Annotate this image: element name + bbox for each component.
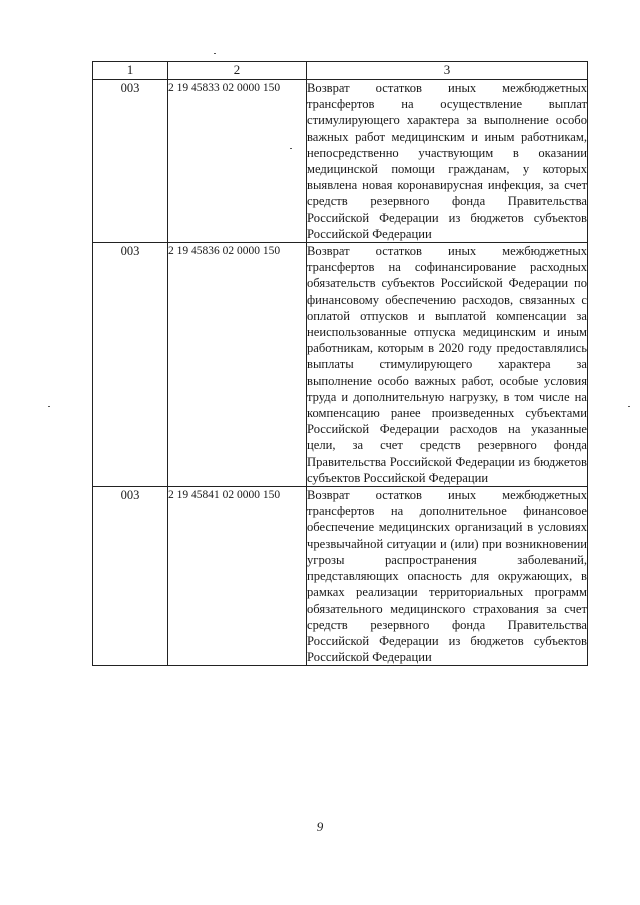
column-header-1: 1: [93, 62, 168, 80]
table-row: [93, 80, 588, 243]
admin-code-cell: 003: [93, 243, 168, 487]
description-cell: Возврат остатков иных межбюджетных трансфертов на софинансирование расходных обязательств субъектов Российской Федерации по финансовому обеспечению расходов, связанных с оплатой отпусков и выплатой компенсации за неиспользованные отпуска медицинским и иным работникам, которым в 2020 году предоставлялись выплаты стимулирующего характера за выполнение особо важных работ, особые условия труда и дополнительную нагрузку, в том числе на компенсацию ранее произведенных субъектами Российской Федерации расходов на указанные цели, за счет средств резервного фонда Правительства Российской Федерации из бюджетов субъектов Российской Федерации: [307, 244, 587, 485]
table-header-row: [93, 62, 588, 80]
description-cell: Возврат остатков иных межбюджетных трансфертов на осуществление выплат стимулирующего характера за выполнение особо важных работ медицинским и иным работникам, непосредственно участвующим в оказании медицинской помощи гражданам, у которых выявлена новая коронавирусная инфекция, за счет средств резервного фонда Правительства Российской Федерации из бюджетов субъектов Российской Федерации: [307, 81, 587, 241]
admin-code-cell: 003: [93, 487, 168, 666]
table-row: [93, 487, 588, 666]
column-header-3: 3: [307, 62, 588, 80]
admin-code-cell: 003: [93, 80, 168, 243]
scan-speck: [48, 406, 50, 407]
table-row: [93, 243, 588, 487]
budget-code-cell: 2 19 45841 02 0000 150: [168, 487, 307, 666]
page-number: 9: [316, 819, 324, 834]
scan-speck: [214, 53, 216, 54]
budget-code-cell: 2 19 45836 02 0000 150: [168, 243, 307, 487]
column-header-2: 2: [168, 62, 307, 80]
budget-code-cell: 2 19 45833 02 0000 150: [168, 80, 307, 243]
budget-codes-table: [92, 61, 588, 666]
description-cell: Возврат остатков иных межбюджетных трансфертов на дополнительное финансовое обеспечение медицинских организаций в условиях чрезвычайной ситуации и (или) при возникновении угрозы распространения заболеваний, представляющих опасность для окружающих, в рамках реализации территориальных программ обязательного медицинского страхования за счет средств резервного фонда Правительства Российской Федерации из бюджетов субъектов Российской Федерации: [307, 488, 587, 665]
scan-speck: [628, 406, 630, 407]
